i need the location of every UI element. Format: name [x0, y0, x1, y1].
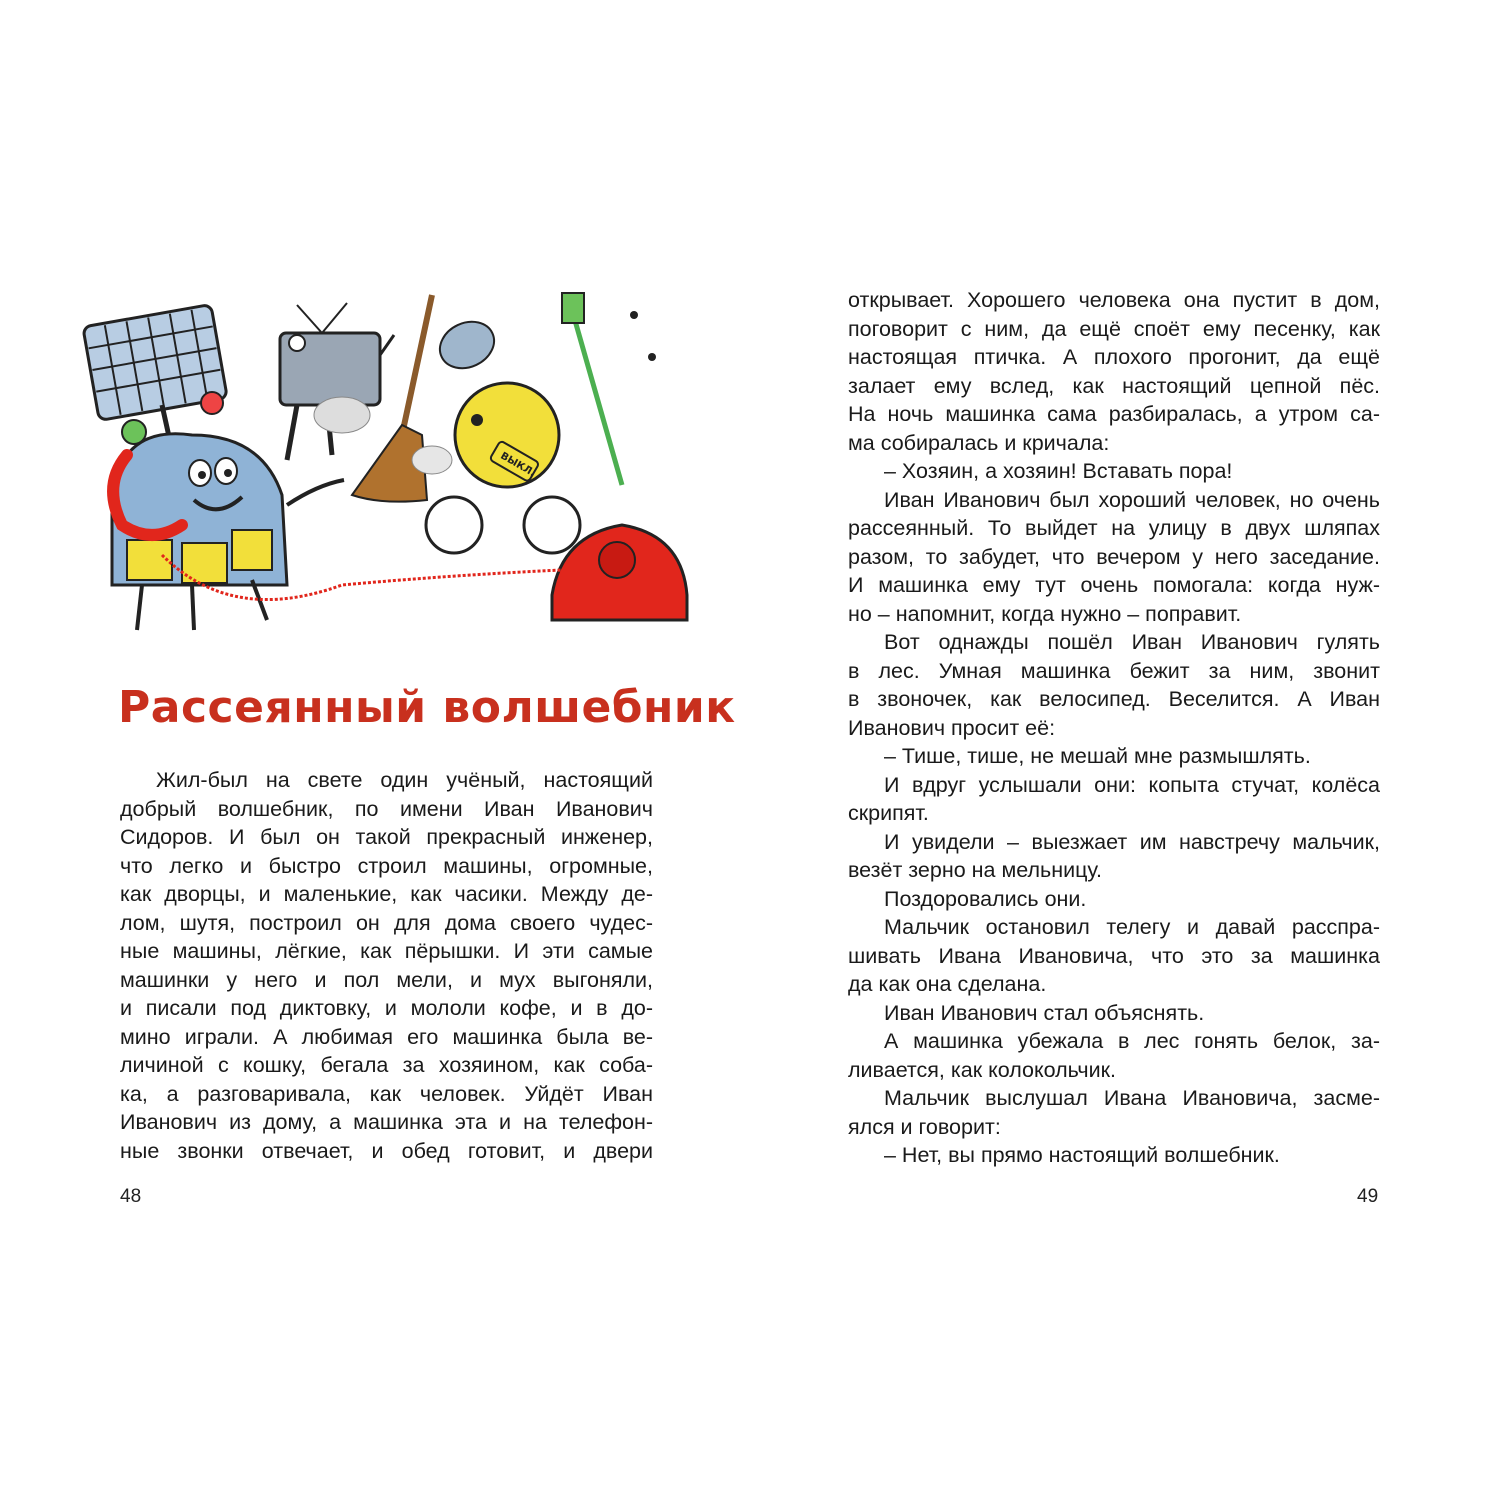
- left-page-text: [120, 766, 653, 1165]
- switch-label: ВЫКЛ.: [498, 450, 538, 480]
- text-line: И вдруг услышали они: копыта стучат, колёса: [884, 772, 1380, 797]
- text-line: – Тише, тише, не мешай мне размышлять.: [884, 744, 1311, 768]
- text-line: залает ему вслед, как настоящий цепной пёс.: [848, 373, 1380, 398]
- fly-icon: [630, 311, 638, 319]
- text-line: ка, а разговаривала, как человек. Уйдёт Иван: [120, 1081, 653, 1106]
- text-line: Мальчик выслушал Ивана Ивановича, засме-: [884, 1086, 1380, 1110]
- yellow-round-robot: [426, 293, 622, 553]
- text-line: ялся и говорит:: [848, 1114, 1001, 1139]
- text-line: в лес. Умная машинка бежит за ним, звонит: [848, 658, 1380, 683]
- text-line: – Нет, вы прямо настоящий волшебник.: [884, 1143, 1280, 1167]
- text-line: но – напомнит, когда нужно – поправит.: [848, 601, 1242, 626]
- fly-icon: [648, 353, 656, 361]
- text-line: и писали под диктовку, и мололи кофе, и в до-: [120, 996, 653, 1020]
- text-line: – Хозяин, а хозяин! Вставать пора!: [884, 459, 1233, 483]
- text-line: рассеянный. То выйдет на улицу в двух шляпах: [848, 516, 1380, 540]
- text-line: Иван Иванович был хороший человек, но очень: [884, 487, 1380, 512]
- text-line: машинки у него и пол мели, и мух выгоняли,: [120, 967, 653, 992]
- text-line: Иван Иванович стал объяснять.: [884, 1000, 1205, 1025]
- text-line: Иванович просит её:: [848, 715, 1056, 740]
- text-line: личиной с кошку, бегала за хозяином, как соба-: [120, 1053, 653, 1077]
- text-line: скрипят.: [848, 801, 929, 825]
- text-line: Иванович из дому, а машинка эта и на телефон-: [120, 1110, 653, 1134]
- text-line: добрый волшебник, по имени Иван Иванович: [120, 796, 653, 821]
- text-line: На ночь машинка сама разбиралась, а утром са-: [848, 402, 1380, 426]
- chapter-illustration: [82, 285, 690, 645]
- text-line: как дворцы, и маленькие, как часики. Между де-: [120, 882, 653, 906]
- text-line: Жил-был на свете один учёный, настоящий: [156, 768, 653, 792]
- right-page-text: [848, 286, 1380, 1170]
- text-line: Сидоров. И был он такой прекрасный инженер,: [120, 825, 653, 849]
- text-line: Поздоровались они.: [884, 886, 1087, 911]
- text-line: везёт зерно на мельницу.: [848, 858, 1102, 882]
- text-line: поговорит с ним, да ещё споёт ему песенку, как: [848, 316, 1380, 341]
- text-line: открывает. Хорошего человека она пустит в дом,: [848, 288, 1380, 312]
- text-line: Вот однажды пошёл Иван Иванович гулять: [884, 630, 1380, 654]
- text-line: в звоночек, как велосипед. Веселится. А Иван: [848, 687, 1380, 711]
- page-number: 48: [120, 1186, 142, 1207]
- chapter-title: Рассеянный волшебник: [118, 682, 736, 733]
- robots-illustration: [82, 285, 690, 645]
- text-line: ма собиралась и кричала:: [848, 430, 1110, 455]
- text-line: мино играли. А любимая его машинка была ве-: [120, 1024, 653, 1049]
- grey-box-robot: [280, 303, 394, 460]
- text-line: что легко и быстро строил машины, огромные,: [120, 853, 653, 878]
- text-line: ливается, как колокольчик.: [848, 1057, 1117, 1082]
- text-line: ные звонки отвечает, и обед готовит, и двери: [120, 1138, 653, 1163]
- text-line: И машинка ему тут очень помогала: когда нуж-: [848, 573, 1380, 597]
- text-line: И увидели – выезжает им навстречу мальчик,: [884, 829, 1380, 854]
- text-line: шивать Ивана Ивановича, что это за машинка: [848, 943, 1380, 968]
- text-line: настоящая птичка. А плохого прогонит, да ещё: [848, 345, 1380, 369]
- text-line: да как она сделана.: [848, 972, 1047, 996]
- text-line: лом, шутя, построил он для дома своего чудес-: [120, 910, 653, 935]
- text-line: ные машины, лёгкие, как пёрышки. И эти самые: [120, 939, 653, 963]
- page-number: 49: [1357, 1186, 1379, 1207]
- text-line: разом, то забудет, что вечером у него заседание.: [848, 544, 1380, 569]
- text-line: Мальчик остановил телегу и давай расспра-: [884, 915, 1380, 939]
- text-line: А машинка убежала в лес гонять белок, за-: [884, 1029, 1380, 1053]
